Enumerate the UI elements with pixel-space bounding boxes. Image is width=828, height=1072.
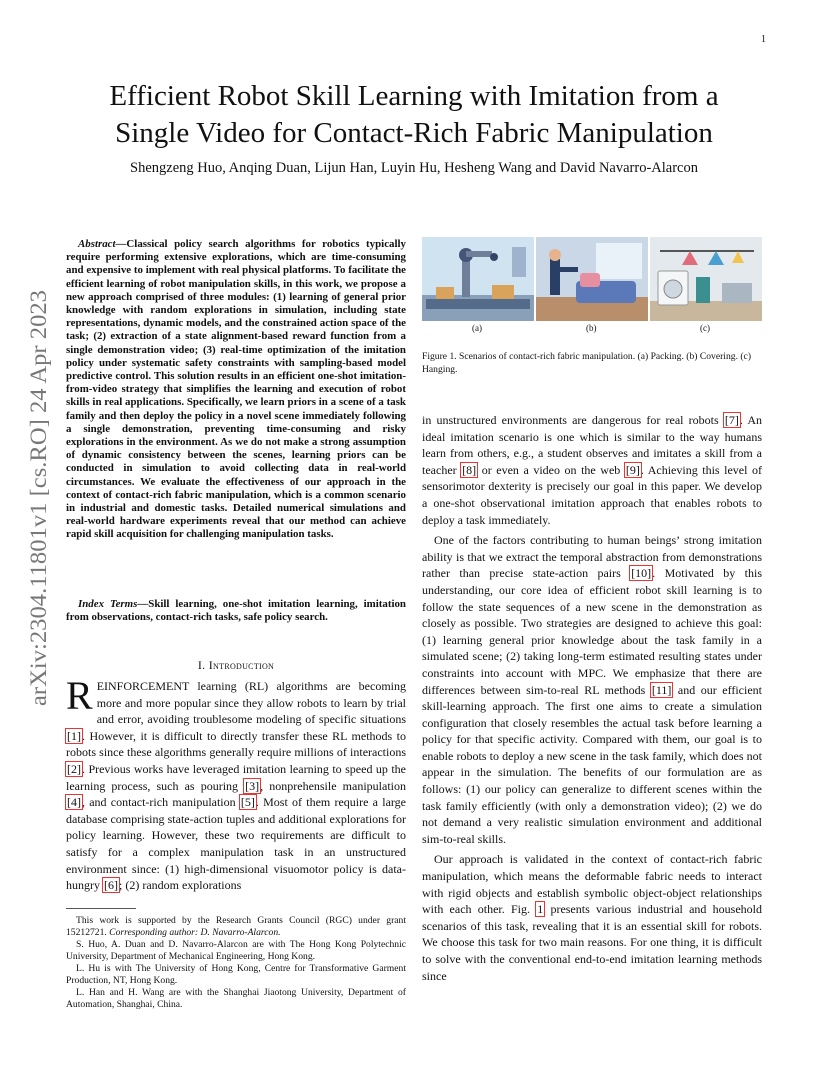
citation-link[interactable]: [1] (67, 728, 81, 743)
figure-label-c: (c) (700, 323, 710, 333)
citation-link[interactable]: [8] (462, 462, 477, 477)
paper-title (40, 78, 788, 152)
citation-link[interactable]: [10] (631, 566, 652, 581)
section-heading: I. Introduction (197, 658, 275, 672)
page-number: 1 (761, 34, 766, 45)
arxiv-stamp (22, 286, 56, 706)
citation-link[interactable]: [5] (240, 795, 255, 810)
intro-text: EINFORCEMENT learning (RL) algorithms are becoming more and more popular since they allow robots to learn by trial and error, avoiding troublesome modeling of specific situations (96, 679, 406, 727)
paragraph: in unstructured environments are dangerous for real robots [7]. An ideal imitation scenario is one which is similar to the way humans learn from others, e.g., a student observes and imitates a skill from a teacher [8] or even a video on the web [9]. Achieving this level of sensorimotor dexterity is precisely our goal in this paper. We develop a one-shot observational imitation approach that enables robots to deploy a task immediately. (422, 413, 763, 527)
citation-link[interactable]: [11] (651, 682, 672, 697)
figure-label-a: (a) (472, 323, 482, 333)
paragraph: One of the factors contributing to human beings’ strong imitation ability is that we extract the temporal abstraction from demonstrations rather than precise state-action pairs [10]. Motivated by this understanding, our core idea of efficient robot skill learning is to follow the state sequences of a new scene in the demonstration as closely as possible. Two strategies are designed to achieve this goal: (1) learning general prior knowledge about the task family in a simulated scene; (2) taking long-term estimated resulting states under constraints into account with MPC. We emphasize that there are differences between sim-to-real RL methods [11] and our efficient skill-learning approach. The first one aims to create a simulation configuration that closely resembles the actual task before learning a policy for that specific activity. Compared with them, our goal is to enable robots to deploy a new scene in the task family, which does not appear in the simulation. The benefits of our formulation are as follows: (1) our policy can generalize to different scenes within the task family efficiently (with only a demonstration video); (2) we do not demand a very realistic simulation environment and additional sim-to-real skills. (422, 533, 763, 846)
footnotes (66, 915, 406, 1011)
figure-panel-hanging (650, 237, 762, 321)
footnote: L. Hu is with The University of Hong Kong, Centre for Transformative Garment Production, NT, Hong Kong. (66, 963, 406, 986)
intro-text: ; (2) random explorations (119, 878, 242, 893)
figure-panel-covering (536, 237, 648, 321)
index-terms-text: —Skill learning, one-shot imitation learning, imitation from observations, contact-rich tasks, safe policy search. (66, 598, 406, 624)
intro-text: . Most of them require a large database comprising state-action tuples and additional explorations for policy learning. However, these two requirements are difficult to satisfy for a complex manipulation task in an unstructured environment since: (1) high-dimensional visuomotor policy is data-hungry (66, 795, 406, 893)
title-line-2: Single Video for Contact-Rich Fabric Manipulation (115, 117, 713, 149)
figure-1 (422, 237, 762, 321)
figure-caption: Figure 1. Scenarios of contact-rich fabric manipulation. (a) Packing. (b) Covering. (c) Hanging. (422, 351, 752, 375)
figure-reference-link[interactable]: 1 (537, 902, 544, 917)
abstract (66, 238, 406, 542)
paragraph: Our approach is validated in the context of contact-rich fabric manipulation, which means the deformable fabric needs to interact with rigid objects and establish symbolic object-object relationships with each other. Fig. 1 presents various industrial and household scenarios of this task, revealing that it is an essential skill for robots. We choose this task for two main reasons. For one thing, it is difficult to solve with the conventional end-to-end imitation learning methods since (422, 852, 762, 983)
intro-text: . Previous works have leveraged imitation learning to speed up the learning process, such as pouring (66, 761, 406, 793)
abstract-text: —Classical policy search algorithms for robotics typically require performing extensive explorations, which are time-consuming and expensive to implement with real physical platforms. To facilitate the efficient learning of robot manipulation skills, in this work, we propose a new approach comprised of three modules: (1) learning of general prior knowledge with random explorations in simulation, including state representations, dynamic models, and the constrained action space of the task; (2) extraction of a state alignment-based reward function from a single demonstration video; (3) real-time optimization of the imitation policy under systematic safety constraints with sampling-based model predictive control. This solution results in an efficient one-shot imitation-from-video strategy that simplifies the learning and execution of robot skills in real applications. Specifically, we learn priors in a scene of a task family and then deploy the policy in a novel scene immediately following a single demonstration, preventing time-consuming and risky explorations in the environment. As we do not make a strong assumption of dynamic consistency between the scenes, learning priors can be conducted in simulation to avoid collecting data in real-world circumstances. We evaluate the effectiveness of our approach in the context of contact-rich fabric manipulation, which is a common scenario in industrial and domestic tasks. Detailed numerical simulations and real-world hardware experiments reveal that our method can achieve rapid skill acquisition for challenging manipulation tasks. (66, 238, 406, 541)
drop-cap: R (66, 673, 93, 718)
intro-text: , and contact-rich manipulation (82, 795, 240, 810)
footnote: L. Han and H. Wang are with the Shanghai Jiaotong University, Department of Automation, Shanghai, China. (66, 987, 406, 1010)
index-terms-label: Index Terms (78, 598, 138, 610)
footnote: S. Huo, A. Duan and D. Navarro-Alarcon are with The Hong Kong Polytechnic University, Department of Mechanical Engineering, Hong Kong. (66, 939, 406, 962)
intro-text: . However, it is difficult to directly transfer these RL methods to robots since these algorithms generally require millions of interactions (66, 728, 406, 760)
footnote-rule (66, 908, 136, 909)
author-list: Shengzeng Huo, Anqing Duan, Lijun Han, Luyin Hu, Hesheng Wang and David Navarro-Alarcon (130, 160, 698, 176)
figure-panel-packing (422, 237, 534, 321)
citation-link[interactable]: [7] (724, 413, 739, 427)
arxiv-stamp-text: arXiv:2304.11801v1 [cs.RO] 24 Apr 2023 (26, 308, 52, 706)
citation-link[interactable]: [2] (67, 761, 81, 776)
citation-link[interactable]: [3] (245, 778, 260, 793)
citation-link[interactable]: [9] (625, 462, 640, 477)
citation-link[interactable]: [4] (67, 795, 81, 810)
citation-link[interactable]: [6] (104, 878, 118, 893)
footnote: This work is supported by the Research Grants Council (RGC) under grant 15212721. Corresponding author: D. Navarro-Alarcon. (66, 915, 406, 938)
right-column-text (422, 412, 762, 984)
index-terms (66, 598, 406, 624)
abstract-label: Abstract (78, 238, 116, 250)
intro-text: , nonprehensile manipulation (260, 778, 406, 793)
intro-paragraph (66, 673, 406, 894)
figure-label-b: (b) (586, 323, 597, 333)
title-line-1: Efficient Robot Skill Learning with Imitation from a (109, 80, 719, 112)
